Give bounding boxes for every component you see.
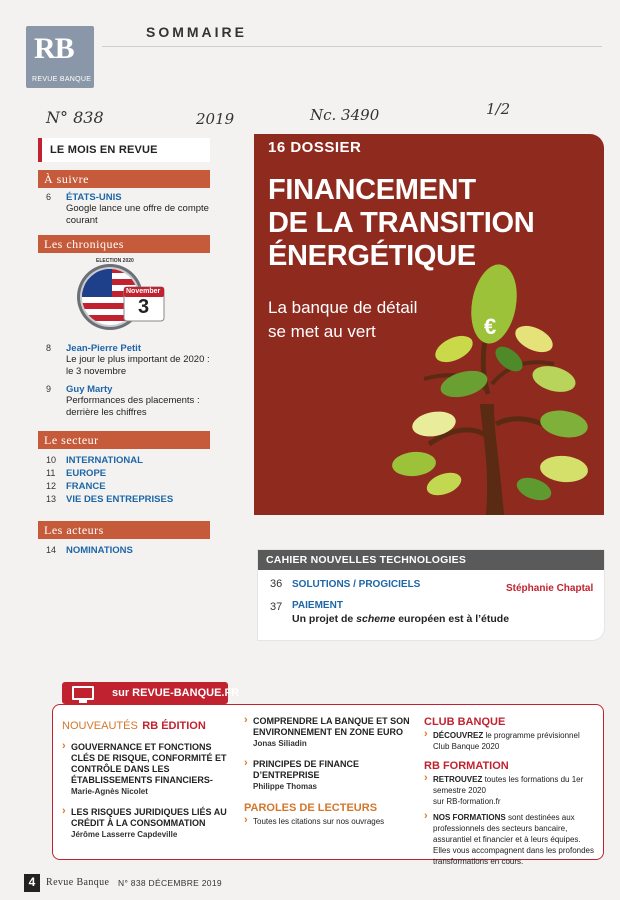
monitor-stand-icon	[79, 700, 87, 703]
rb-edition-heading	[62, 716, 232, 734]
dossier-subtitle	[268, 296, 488, 344]
entry-author: Guy Marty	[66, 384, 113, 395]
revue-banque-logo	[26, 26, 94, 88]
handwritten-year: 2019	[196, 110, 235, 128]
cahier-num: 37	[270, 601, 283, 613]
page-title: SOMMAIRE	[146, 24, 247, 40]
entry-desc: Le jour le plus important de 2020 : le 3 novembre	[66, 354, 210, 377]
book-author: Jonas Siliadin	[253, 739, 307, 748]
entry-etats-unis[interactable]	[38, 192, 210, 227]
nos-formations-note[interactable]	[424, 812, 596, 867]
handwritten-part: 1/2	[486, 100, 511, 118]
club-banque-heading: CLUB BANQUE	[424, 716, 506, 728]
entry-chronique-marty[interactable]	[38, 384, 210, 419]
entry-france[interactable]	[38, 481, 210, 492]
footer-publication: Revue Banque	[46, 877, 110, 888]
dossier-sub-line: La banque de détail	[268, 298, 418, 317]
section-a-suivre: À suivre	[38, 170, 210, 188]
entry-num: 14	[46, 545, 57, 555]
section-acteurs: Les acteurs	[38, 521, 210, 539]
entry-num: 10	[46, 455, 57, 465]
paroles-heading: PAROLES DE LECTEURS	[244, 802, 378, 814]
badge-day: 3	[138, 296, 150, 318]
desc-em: scheme	[356, 613, 396, 625]
logo-rb: RB	[34, 32, 74, 65]
book-author: Marie-Agnès Nicolet	[71, 787, 148, 796]
euro-symbol: €	[484, 314, 497, 339]
note-rest: le programme prévisionnel	[483, 731, 580, 740]
cahier-title-paiement[interactable]: PAIEMENT	[292, 600, 343, 611]
book-title: › PRINCIPES DE FINANCE D’ENTREPRISE	[253, 759, 360, 780]
book-title: › GOUVERNANCE ET FONCTIONS CLÉS DE RISQUE, CONFORMITÉ ET CONTRÔLE DANS LES ÉTABLISSEMENTS FINANCIERS-	[71, 742, 227, 785]
handwritten-issue: N° 838	[46, 108, 104, 127]
note-line2: Club Banque 2020	[433, 742, 500, 751]
footer-issue: N° 838 DÉCEMBRE 2019	[118, 878, 222, 888]
page-number: 4	[24, 874, 40, 892]
desc-post: européen est à l’étude	[395, 613, 510, 625]
paroles-link[interactable]: › Toutes les citations sur nos ouvrages	[244, 816, 414, 827]
entry-num: 12	[46, 481, 57, 491]
section-secteur: Le secteur	[38, 431, 210, 449]
heading-light: NOUVEAUTÉS	[62, 720, 138, 732]
note-bold: DÉCOUVREZ	[433, 731, 484, 740]
monitor-icon	[72, 686, 94, 700]
entry-num: 6	[46, 192, 52, 202]
secteur-list	[38, 455, 210, 505]
entry-num: 9	[46, 384, 52, 394]
rb-formation-heading: RB FORMATION	[424, 760, 509, 772]
book-risques-juridiques[interactable]	[62, 807, 232, 840]
entry-desc: Performances des placements : derrière les chiffres	[66, 395, 200, 418]
entry-desc: Google lance une offre de compte courant	[66, 203, 209, 226]
web-col-club-formation	[424, 716, 596, 867]
book-author: Philippe Thomas	[253, 782, 318, 791]
entry-title: EUROPE	[66, 468, 107, 479]
club-banque-link[interactable]	[424, 730, 596, 752]
entry-europe[interactable]	[38, 468, 210, 479]
dossier-panel[interactable]	[254, 134, 604, 515]
book-title: › COMPRENDRE LA BANQUE ET SON ENVIRONNEMENT EN ZONE EURO	[253, 716, 410, 737]
entry-title: NOMINATIONS	[66, 545, 133, 556]
le-mois-en-revue	[38, 138, 210, 570]
badge-month: November	[126, 288, 161, 295]
note-bold: RETROUVEZ	[433, 775, 483, 784]
dossier-title-line: FINANCEMENT	[268, 174, 476, 206]
book-author: Jérôme Lasserre Capdeville	[71, 830, 178, 839]
book-principes-finance[interactable]	[244, 759, 414, 792]
dossier-title	[268, 174, 598, 273]
dossier-title-line: DE LA TRANSITION	[268, 207, 535, 239]
le-mois-header: LE MOIS EN REVUE	[38, 138, 210, 162]
dossier-title-line: ÉNERGÉTIQUE	[268, 240, 476, 272]
badge-top-text: ELECTION 2020	[96, 258, 134, 264]
section-chroniques: Les chroniques	[38, 235, 210, 253]
cahier-author: Stéphanie Chaptal	[506, 583, 594, 594]
entry-vie-entreprises[interactable]	[38, 494, 210, 505]
entry-title: FRANCE	[66, 481, 106, 492]
dossier-label: 16 DOSSIER	[268, 139, 362, 156]
cahier-header: CAHIER NOUVELLES TECHNOLOGIES	[258, 550, 604, 570]
web-col-books-2	[244, 716, 414, 827]
cahier-title-solutions[interactable]: SOLUTIONS / PROGICIELS	[292, 579, 421, 590]
cahier-num: 36	[270, 578, 283, 590]
header-rule	[102, 46, 602, 47]
us-flag-badge-icon	[38, 253, 210, 339]
cahier-desc	[292, 613, 509, 625]
note-bold: NOS FORMATIONS	[433, 813, 506, 822]
web-tab-label: sur REVUE-BANQUE.FR	[112, 687, 240, 699]
entry-num: 11	[46, 468, 56, 478]
cahier-nouvelles-technologies	[258, 550, 604, 640]
desc-pre: Un projet de	[292, 613, 357, 625]
entry-title: ÉTATS-UNIS	[66, 192, 122, 203]
entry-author: Jean-Pierre Petit	[66, 343, 141, 354]
entry-chronique-petit[interactable]	[38, 343, 210, 378]
entry-title: INTERNATIONAL	[66, 455, 143, 466]
book-title: › LES RISQUES JURIDIQUES LIÉS AU CRÉDIT À LA CONSOMMATION	[71, 807, 227, 828]
dossier-sub-line: se met au vert	[268, 322, 376, 341]
rb-formation-link[interactable]	[424, 774, 596, 807]
note-rest: toutes les formations du 1er semestre 2020	[433, 775, 584, 795]
book-comprendre-banque[interactable]	[244, 716, 414, 749]
note-line2: sur RB-formation.fr	[433, 797, 501, 806]
handwritten-ref: Nc. 3490	[310, 106, 380, 124]
note-rest: sont destinées aux professionnels des secteurs bancaire, assurantiel et financier et à leurs équipes. Elles vous accompagnent dans les profondes transformations en cours.	[433, 813, 594, 866]
entry-num: 8	[46, 343, 52, 353]
entry-nominations[interactable]	[38, 545, 210, 556]
heading-bold: RB ÉDITION	[142, 720, 206, 732]
logo-sub: REVUE BANQUE	[32, 76, 92, 83]
entry-title: VIE DES ENTREPRISES	[66, 494, 174, 505]
entry-num: 13	[46, 494, 57, 504]
election-badge	[38, 253, 210, 339]
entry-international[interactable]	[38, 455, 210, 466]
book-gouvernance[interactable]	[62, 742, 232, 797]
web-col-rb-edition	[62, 716, 232, 840]
